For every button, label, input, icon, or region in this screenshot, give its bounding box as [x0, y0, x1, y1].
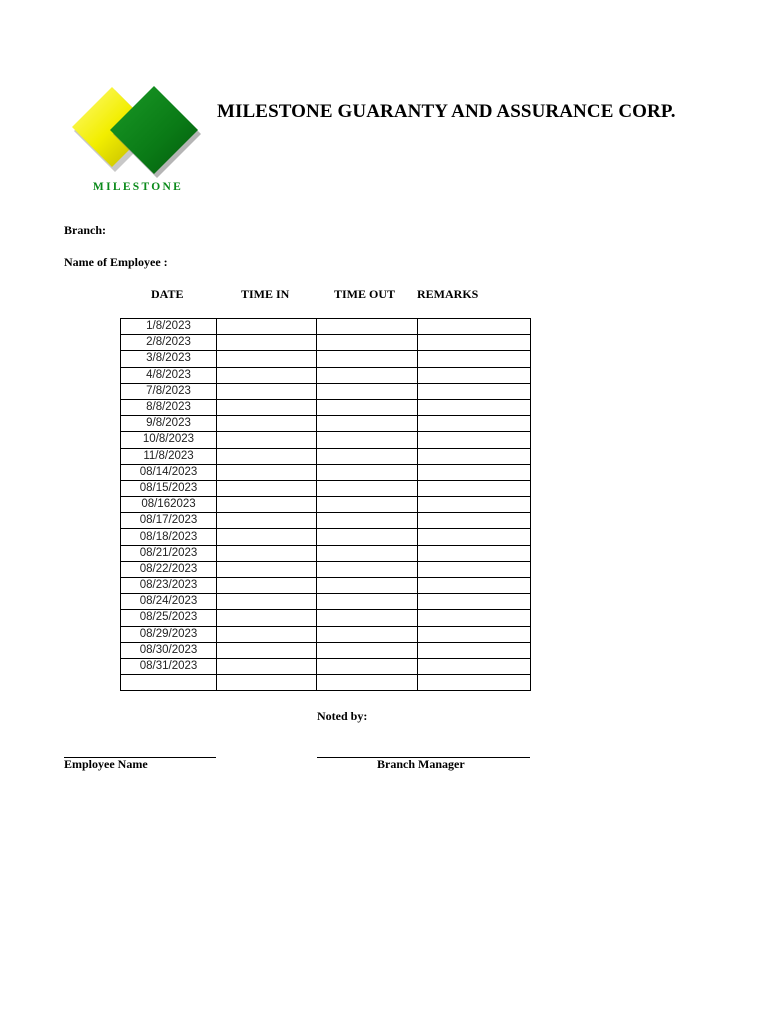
date-cell: 4/8/2023 — [121, 367, 217, 383]
time-in-cell — [217, 529, 317, 545]
time-in-cell — [217, 513, 317, 529]
remarks-cell — [418, 497, 531, 513]
table-row — [121, 594, 531, 610]
table-row — [121, 335, 531, 351]
table-row — [121, 367, 531, 383]
remarks-cell — [418, 367, 531, 383]
remarks-cell — [418, 448, 531, 464]
remarks-cell — [418, 578, 531, 594]
date-cell: 08/15/2023 — [121, 480, 217, 496]
time-out-header: TIME OUT — [334, 287, 396, 301]
remarks-cell — [418, 545, 531, 561]
date-cell: 9/8/2023 — [121, 416, 217, 432]
remarks-cell — [418, 642, 531, 658]
remarks-cell — [418, 561, 531, 577]
time-out-cell — [317, 545, 418, 561]
attendance-table — [120, 318, 531, 691]
remarks-cell — [418, 529, 531, 545]
employee-name-label: Name of Employee : — [64, 255, 168, 269]
time-out-cell — [317, 594, 418, 610]
time-in-cell — [217, 626, 317, 642]
company-name: MILESTONE GUARANTY AND ASSURANCE CORP. — [217, 101, 676, 122]
branch-manager-signature-label: Branch Manager — [377, 757, 465, 771]
time-out-cell — [317, 351, 418, 367]
remarks-cell — [418, 594, 531, 610]
time-in-cell — [217, 658, 317, 674]
time-in-cell — [217, 545, 317, 561]
time-out-cell — [317, 464, 418, 480]
table-row — [121, 642, 531, 658]
time-out-cell — [317, 675, 418, 691]
time-in-cell — [217, 319, 317, 335]
milestone-logo-icon — [64, 82, 214, 194]
table-row — [121, 675, 531, 691]
time-in-cell — [217, 578, 317, 594]
time-out-cell — [317, 448, 418, 464]
time-in-header: TIME IN — [241, 287, 290, 301]
time-out-cell — [317, 497, 418, 513]
time-in-cell — [217, 383, 317, 399]
time-in-cell — [217, 399, 317, 415]
remarks-cell — [418, 658, 531, 674]
time-in-cell — [217, 480, 317, 496]
time-out-cell — [317, 383, 418, 399]
date-cell: 2/8/2023 — [121, 335, 217, 351]
time-in-cell — [217, 448, 317, 464]
table-row — [121, 319, 531, 335]
noted-by-label: Noted by: — [317, 709, 368, 723]
table-row — [121, 578, 531, 594]
table-row — [121, 529, 531, 545]
date-cell: 08/24/2023 — [121, 594, 217, 610]
date-cell: 08/31/2023 — [121, 658, 217, 674]
time-out-cell — [317, 529, 418, 545]
date-cell: 3/8/2023 — [121, 351, 217, 367]
table-row — [121, 658, 531, 674]
time-in-cell — [217, 432, 317, 448]
time-in-cell — [217, 561, 317, 577]
table-row — [121, 545, 531, 561]
remarks-cell — [418, 319, 531, 335]
branch-label: Branch: — [64, 223, 106, 237]
table-row — [121, 399, 531, 415]
date-cell: 08/25/2023 — [121, 610, 217, 626]
employee-name-signature-label: Employee Name — [64, 757, 148, 771]
date-cell: 7/8/2023 — [121, 383, 217, 399]
time-out-cell — [317, 658, 418, 674]
remarks-header: REMARKS — [417, 287, 479, 301]
time-in-cell — [217, 610, 317, 626]
table-row — [121, 464, 531, 480]
time-out-cell — [317, 319, 418, 335]
date-cell: 08/18/2023 — [121, 529, 217, 545]
logo-wordmark: MILESTONE — [92, 181, 184, 193]
time-out-cell — [317, 335, 418, 351]
remarks-cell — [418, 464, 531, 480]
table-row — [121, 351, 531, 367]
remarks-cell — [418, 626, 531, 642]
time-out-cell — [317, 626, 418, 642]
table-row — [121, 626, 531, 642]
company-logo — [64, 82, 214, 194]
table-row — [121, 610, 531, 626]
date-cell: 08/23/2023 — [121, 578, 217, 594]
remarks-cell — [418, 351, 531, 367]
time-in-cell — [217, 351, 317, 367]
time-out-cell — [317, 416, 418, 432]
date-cell: 08/162023 — [121, 497, 217, 513]
table-row — [121, 416, 531, 432]
date-cell: 08/17/2023 — [121, 513, 217, 529]
time-out-cell — [317, 367, 418, 383]
time-out-cell — [317, 432, 418, 448]
table-row — [121, 480, 531, 496]
date-cell: 08/21/2023 — [121, 545, 217, 561]
time-in-cell — [217, 464, 317, 480]
remarks-cell — [418, 399, 531, 415]
date-cell: 10/8/2023 — [121, 432, 217, 448]
time-out-cell — [317, 513, 418, 529]
remarks-cell — [418, 480, 531, 496]
date-cell: 08/22/2023 — [121, 561, 217, 577]
date-cell: 8/8/2023 — [121, 399, 217, 415]
table-row — [121, 383, 531, 399]
date-cell: 08/30/2023 — [121, 642, 217, 658]
date-cell: 11/8/2023 — [121, 448, 217, 464]
time-in-cell — [217, 416, 317, 432]
time-in-cell — [217, 335, 317, 351]
time-in-cell — [217, 642, 317, 658]
time-out-cell — [317, 642, 418, 658]
time-in-cell — [217, 497, 317, 513]
time-in-cell — [217, 367, 317, 383]
remarks-cell — [418, 432, 531, 448]
time-out-cell — [317, 578, 418, 594]
table-row — [121, 448, 531, 464]
time-out-cell — [317, 399, 418, 415]
remarks-cell — [418, 383, 531, 399]
time-in-cell — [217, 675, 317, 691]
time-out-cell — [317, 610, 418, 626]
time-in-cell — [217, 594, 317, 610]
remarks-cell — [418, 416, 531, 432]
date-cell: 1/8/2023 — [121, 319, 217, 335]
remarks-cell — [418, 610, 531, 626]
table-row — [121, 561, 531, 577]
date-cell: 08/29/2023 — [121, 626, 217, 642]
table-row — [121, 432, 531, 448]
date-cell: 08/14/2023 — [121, 464, 217, 480]
remarks-cell — [418, 513, 531, 529]
date-header: DATE — [151, 287, 184, 301]
time-out-cell — [317, 480, 418, 496]
remarks-cell — [418, 335, 531, 351]
remarks-cell — [418, 675, 531, 691]
date-cell — [121, 675, 217, 691]
table-row — [121, 513, 531, 529]
time-out-cell — [317, 561, 418, 577]
table-row — [121, 497, 531, 513]
